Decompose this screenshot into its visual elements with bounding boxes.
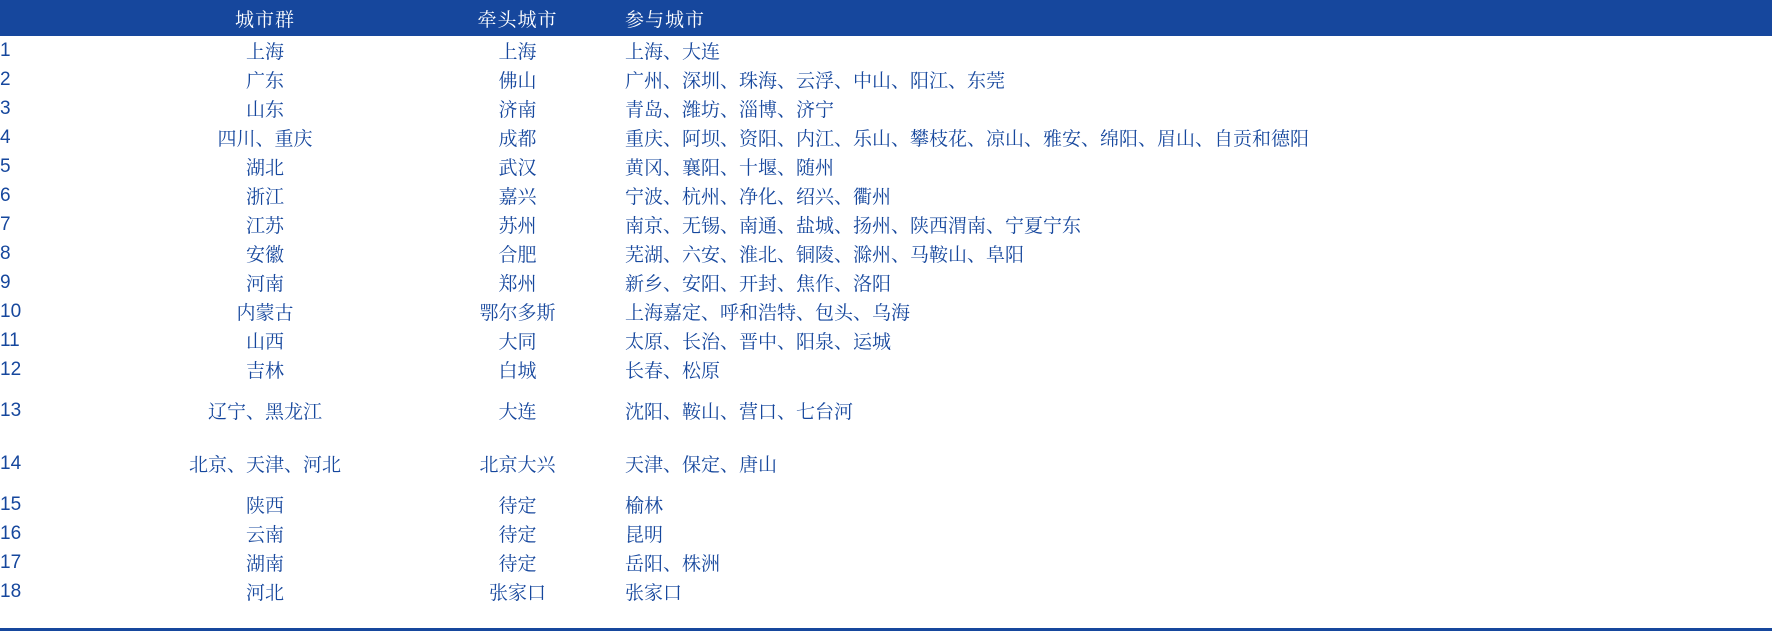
cell-participants: 芜湖、六安、淮北、铜陵、滁州、马鞍山、阜阳 [625, 245, 1025, 266]
cell-index: 11 [0, 329, 20, 351]
cell-index: 18 [0, 580, 22, 602]
cell-lead-city: 白城 [498, 361, 537, 382]
cell-lead-city: 大连 [498, 402, 537, 423]
cell-participants: 南京、无锡、南通、盐城、扬州、陕西渭南、宁夏宁东 [625, 216, 1082, 237]
table-row [0, 65, 1772, 94]
cell-lead-city: 待定 [498, 496, 537, 517]
cell-index: 16 [0, 522, 22, 544]
table-row [0, 437, 1772, 490]
cell-participants: 广州、深圳、珠海、云浮、中山、阳江、东莞 [625, 71, 1006, 92]
cell-lead-city: 成都 [498, 129, 537, 150]
table-row [0, 519, 1772, 548]
column-header-index [0, 0, 120, 36]
cell-lead-city: 待定 [498, 554, 537, 575]
table-bottom-rule [0, 628, 1772, 631]
table-row [0, 181, 1772, 210]
cell-cluster: 吉林 [245, 361, 284, 382]
cell-participants: 岳阳、株洲 [625, 554, 721, 575]
cell-cluster: 安徽 [245, 245, 284, 266]
cell-lead-city: 郑州 [498, 274, 537, 295]
table-row [0, 384, 1772, 437]
cell-lead-city: 待定 [498, 525, 537, 546]
table-row [0, 152, 1772, 181]
table-row [0, 548, 1772, 577]
cell-lead-city: 北京大兴 [479, 455, 556, 476]
cell-participants: 上海、大连 [625, 42, 721, 63]
cell-participants: 重庆、阿坝、资阳、内江、乐山、攀枝花、凉山、雅安、绵阳、眉山、自贡和德阳 [625, 129, 1310, 150]
table-row [0, 123, 1772, 152]
cell-index: 15 [0, 493, 22, 515]
cell-participants: 长春、松原 [625, 361, 721, 382]
cell-lead-city: 张家口 [488, 583, 546, 604]
table-row [0, 210, 1772, 239]
cell-index: 14 [0, 452, 22, 474]
cell-cluster: 陕西 [245, 496, 284, 517]
cell-cluster: 山东 [245, 100, 284, 121]
cell-lead-city: 上海 [498, 42, 537, 63]
table-row [0, 268, 1772, 297]
cell-index: 3 [0, 97, 11, 119]
cell-participants: 张家口 [625, 583, 683, 604]
cell-cluster: 广东 [245, 71, 284, 92]
cell-index: 5 [0, 155, 11, 177]
cell-participants: 宁波、杭州、净化、绍兴、衢州 [625, 187, 892, 208]
cell-cluster: 上海 [245, 42, 284, 63]
cell-index: 17 [0, 551, 22, 573]
cell-participants: 昆明 [625, 525, 664, 546]
table-row [0, 239, 1772, 268]
table-row [0, 297, 1772, 326]
table-row [0, 36, 1772, 65]
cell-index: 4 [0, 126, 11, 148]
table-body [0, 36, 1772, 606]
cell-cluster: 山西 [245, 332, 284, 353]
cell-cluster: 云南 [245, 525, 284, 546]
cell-lead-city: 济南 [498, 100, 537, 121]
cell-index: 10 [0, 300, 22, 322]
cell-index: 6 [0, 184, 11, 206]
column-header-cluster: 城市群 [120, 0, 410, 36]
cell-cluster: 湖北 [245, 158, 284, 179]
cell-participants: 上海嘉定、呼和浩特、包头、乌海 [625, 303, 911, 324]
cell-lead-city: 武汉 [498, 158, 537, 179]
cell-participants: 榆林 [625, 496, 664, 517]
cell-index: 12 [0, 358, 22, 380]
cell-cluster: 浙江 [245, 187, 284, 208]
cell-index: 13 [0, 399, 22, 421]
cell-participants: 新乡、安阳、开封、焦作、洛阳 [625, 274, 892, 295]
cell-cluster: 四川、重庆 [217, 129, 313, 150]
cell-lead-city: 苏州 [498, 216, 537, 237]
table-row [0, 355, 1772, 384]
cell-participants: 太原、长治、晋中、阳泉、运城 [625, 332, 892, 353]
cell-lead-city: 鄂尔多斯 [479, 303, 556, 324]
cell-index: 9 [0, 271, 11, 293]
cell-cluster: 河南 [245, 274, 284, 295]
cell-cluster: 湖南 [245, 554, 284, 575]
cell-participants: 黄冈、襄阳、十堰、随州 [625, 158, 835, 179]
cell-cluster: 北京、天津、河北 [188, 455, 341, 476]
cell-index: 7 [0, 213, 11, 235]
cell-participants: 天津、保定、唐山 [625, 455, 778, 476]
cell-cluster: 内蒙古 [236, 303, 294, 324]
cell-cluster: 江苏 [245, 216, 284, 237]
table-row [0, 94, 1772, 123]
column-header-participants: 参与城市 [625, 0, 1772, 36]
cell-cluster: 辽宁、黑龙江 [207, 402, 322, 423]
cell-index: 1 [0, 39, 11, 61]
table-header [0, 0, 1772, 36]
cell-participants: 青岛、潍坊、淄博、济宁 [625, 100, 835, 121]
column-header-lead-city: 牵头城市 [410, 0, 625, 36]
cell-lead-city: 合肥 [498, 245, 537, 266]
table-row [0, 326, 1772, 355]
cell-cluster: 河北 [245, 583, 284, 604]
table-row [0, 577, 1772, 606]
cell-participants: 沈阳、鞍山、营口、七台河 [625, 402, 854, 423]
cell-index: 2 [0, 68, 11, 90]
cell-index: 8 [0, 242, 11, 264]
cell-lead-city: 佛山 [498, 71, 537, 92]
table-row [0, 490, 1772, 519]
cell-lead-city: 大同 [498, 332, 537, 353]
table-header-row [0, 0, 1772, 36]
cell-lead-city: 嘉兴 [498, 187, 537, 208]
